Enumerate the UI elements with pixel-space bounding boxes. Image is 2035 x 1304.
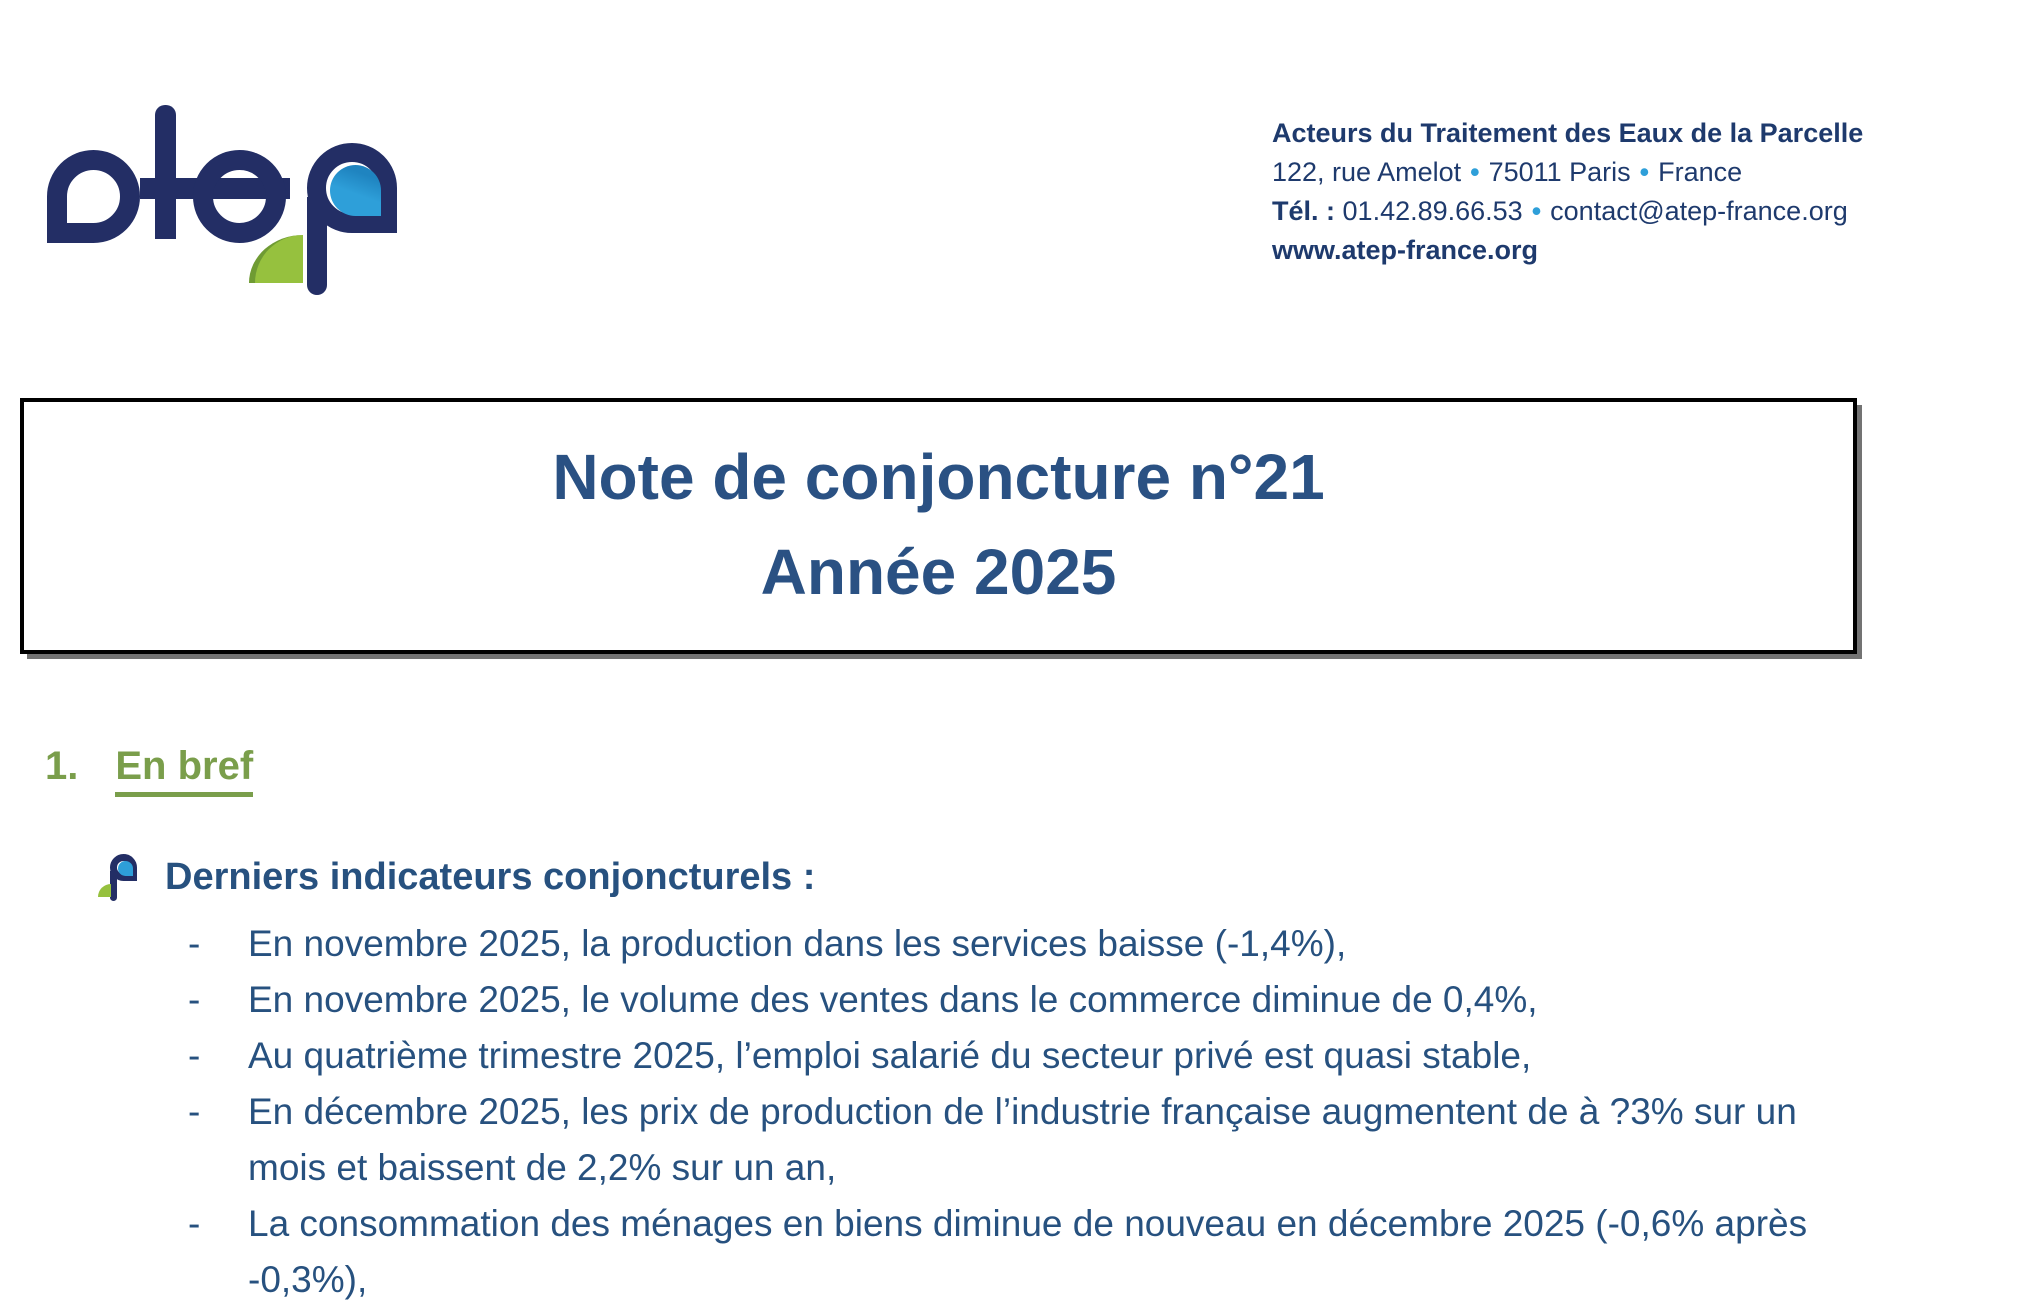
list-item: [188, 972, 1843, 1028]
list-item: [188, 916, 1843, 972]
logo-leaf-icon: [249, 235, 303, 283]
org-name: Acteurs du Traitement des Eaux de la Parcelle: [1272, 118, 1864, 148]
website-link[interactable]: www.atep-france.org: [1272, 235, 1539, 265]
indicators-list: [188, 916, 1843, 1304]
list-item-text: En novembre 2025, la production dans les services baisse (-1,4%),: [248, 923, 1347, 964]
section-number: 1.: [45, 744, 79, 788]
contact-block: [1272, 114, 1863, 270]
address-street: 122, rue Amelot: [1272, 157, 1462, 187]
section-heading-en-bref: [45, 744, 253, 797]
indicators-heading-row: [98, 852, 815, 908]
list-item: [188, 1084, 1843, 1196]
title-box: [20, 398, 1857, 654]
document-subtitle: Année 2025: [760, 536, 1117, 608]
logo-letter-e: [193, 150, 286, 243]
indicators-heading: Derniers indicateurs conjoncturels :: [165, 856, 816, 898]
logo-letter-t-stem: [155, 105, 176, 239]
tel-line: [1272, 192, 1863, 231]
bullet-separator-icon: •: [1639, 157, 1650, 187]
dash-marker: -: [188, 1035, 201, 1076]
dash-marker: -: [188, 1091, 201, 1132]
list-item-text: En décembre 2025, les prix de production de l’industrie française augmentent de à ?3% sur un mois et baissent de 2,2% sur un an,: [248, 1091, 1797, 1188]
dash-marker: -: [188, 923, 201, 964]
list-item: [188, 1028, 1843, 1084]
tel-number: 01.42.89.66.53: [1342, 196, 1523, 226]
bullet-separator-icon: •: [1531, 196, 1542, 226]
address-country: France: [1658, 157, 1743, 187]
bullet-water-drop-icon: [118, 861, 133, 876]
dash-marker: -: [188, 979, 201, 1020]
list-item: [188, 1196, 1843, 1304]
bullet-leaf-icon: [98, 884, 111, 897]
logo-water-drop-icon: [330, 165, 381, 216]
logo-letter-a: [47, 150, 140, 243]
contact-email-link[interactable]: contact@atep-france.org: [1550, 196, 1848, 226]
dash-marker: -: [188, 1203, 201, 1244]
document-title: Note de conjoncture n°21: [552, 441, 1325, 513]
section-title: En bref: [115, 744, 253, 797]
address-line: [1272, 153, 1863, 192]
list-item-text: La consommation des ménages en biens diminue de nouveau en décembre 2025 (-0,6% après -0,3%),: [248, 1203, 1808, 1300]
list-item-text: Au quatrième trimestre 2025, l’emploi salarié du secteur privé est quasi stable,: [248, 1035, 1532, 1076]
logo-letter-p-stem: [307, 197, 327, 295]
bullet-p-stem: [110, 871, 117, 901]
address-city: 75011 Paris: [1488, 157, 1631, 187]
list-item-text: En novembre 2025, le volume des ventes dans le commerce diminue de 0,4%,: [248, 979, 1538, 1020]
bullet-separator-icon: •: [1470, 157, 1480, 187]
tel-label: Tél. :: [1272, 196, 1336, 226]
atep-logo-icon: [45, 75, 405, 307]
atep-p-bullet-icon: [98, 852, 146, 908]
